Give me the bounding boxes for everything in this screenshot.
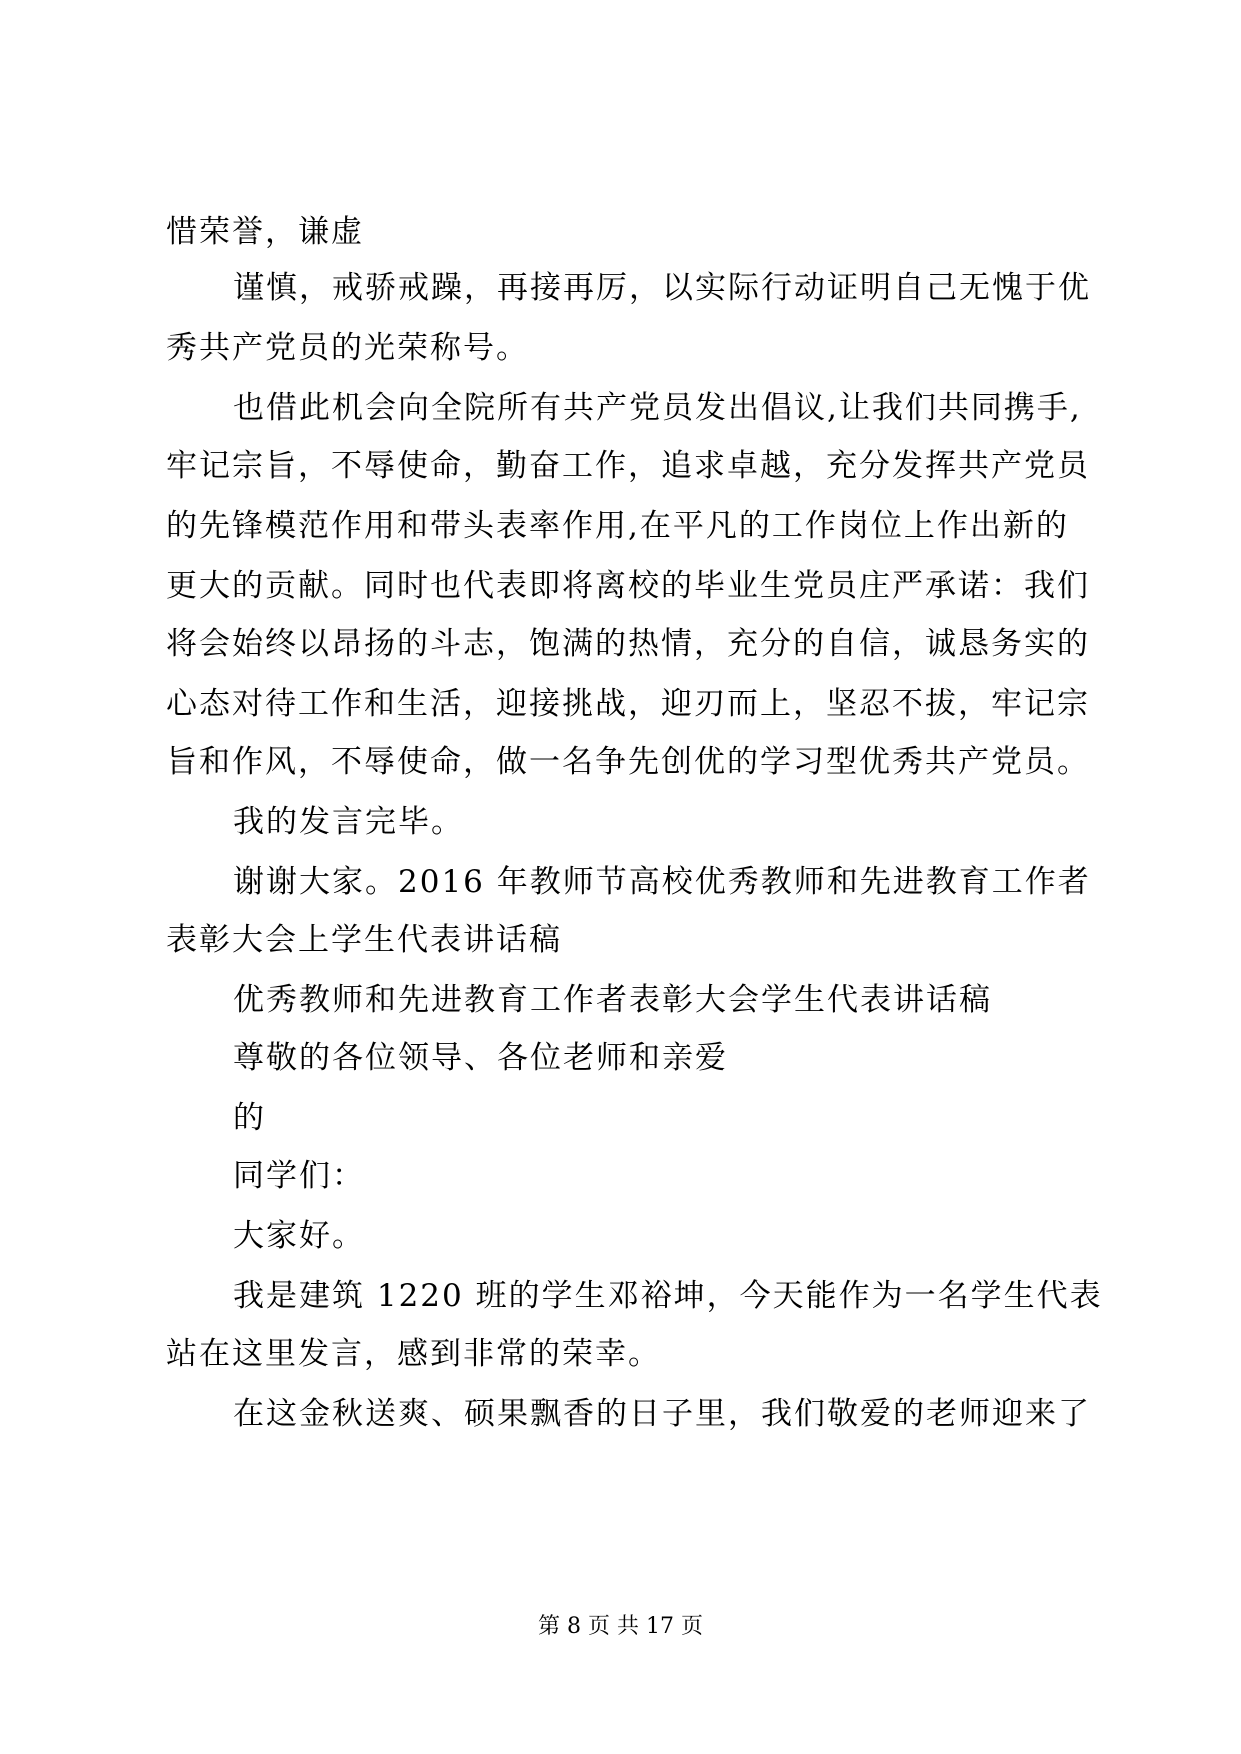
text-line: 也借此机会向全院所有共产党员发出倡议,让我们共同携手, (233, 390, 1082, 426)
text-line: 将会始终以昂扬的斗志，饱满的热情，充分的自信，诚恳务实的 (166, 626, 1090, 662)
text-line: 的 (233, 1100, 266, 1136)
text-line: 惜荣誉，谦虚 (166, 214, 364, 250)
text-line: 表彰大会上学生代表讲话稿 (166, 922, 562, 958)
text-line: 优秀教师和先进教育工作者表彰大会学生代表讲话稿 (233, 982, 992, 1018)
text-line: 的先锋模范作用和带头表率作用,在平凡的工作岗位上作出新的 (166, 508, 1069, 544)
text-line: 大家好。 (233, 1218, 365, 1254)
text-line: 旨和作风，不辱使命，做一名争先创优的学习型优秀共产党员。 (166, 744, 1090, 780)
page-number-footer: 第 8 页 共 17 页 (538, 1614, 703, 1639)
text-line: 我的发言完毕。 (233, 804, 464, 840)
text-line: 站在这里发言，感到非常的荣幸。 (166, 1336, 661, 1372)
text-line: 同学们： (233, 1158, 365, 1194)
text-line: 更大的贡献。同时也代表即将离校的毕业生党员庄严承诺：我们 (166, 568, 1090, 604)
text-line: 谢谢大家。2016 年教师节高校优秀教师和先进教育工作者 (233, 864, 1091, 900)
text-line: 尊敬的各位领导、各位老师和亲爱 (233, 1040, 728, 1076)
text-line: 我是建筑 1220 班的学生邓裕坤，今天能作为一名学生代表 (233, 1278, 1103, 1314)
text-line: 在这金秋送爽、硕果飘香的日子里，我们敬爱的老师迎来了 (233, 1396, 1091, 1432)
text-line: 心态对待工作和生活，迎接挑战，迎刃而上，坚忍不拔，牢记宗 (166, 686, 1090, 722)
text-line: 牢记宗旨，不辱使命，勤奋工作，追求卓越，充分发挥共产党员 (166, 448, 1090, 484)
text-line: 谨慎，戒骄戒躁，再接再厉，以实际行动证明自己无愧于优 (233, 270, 1091, 306)
text-line: 秀共产党员的光荣称号。 (166, 330, 529, 366)
